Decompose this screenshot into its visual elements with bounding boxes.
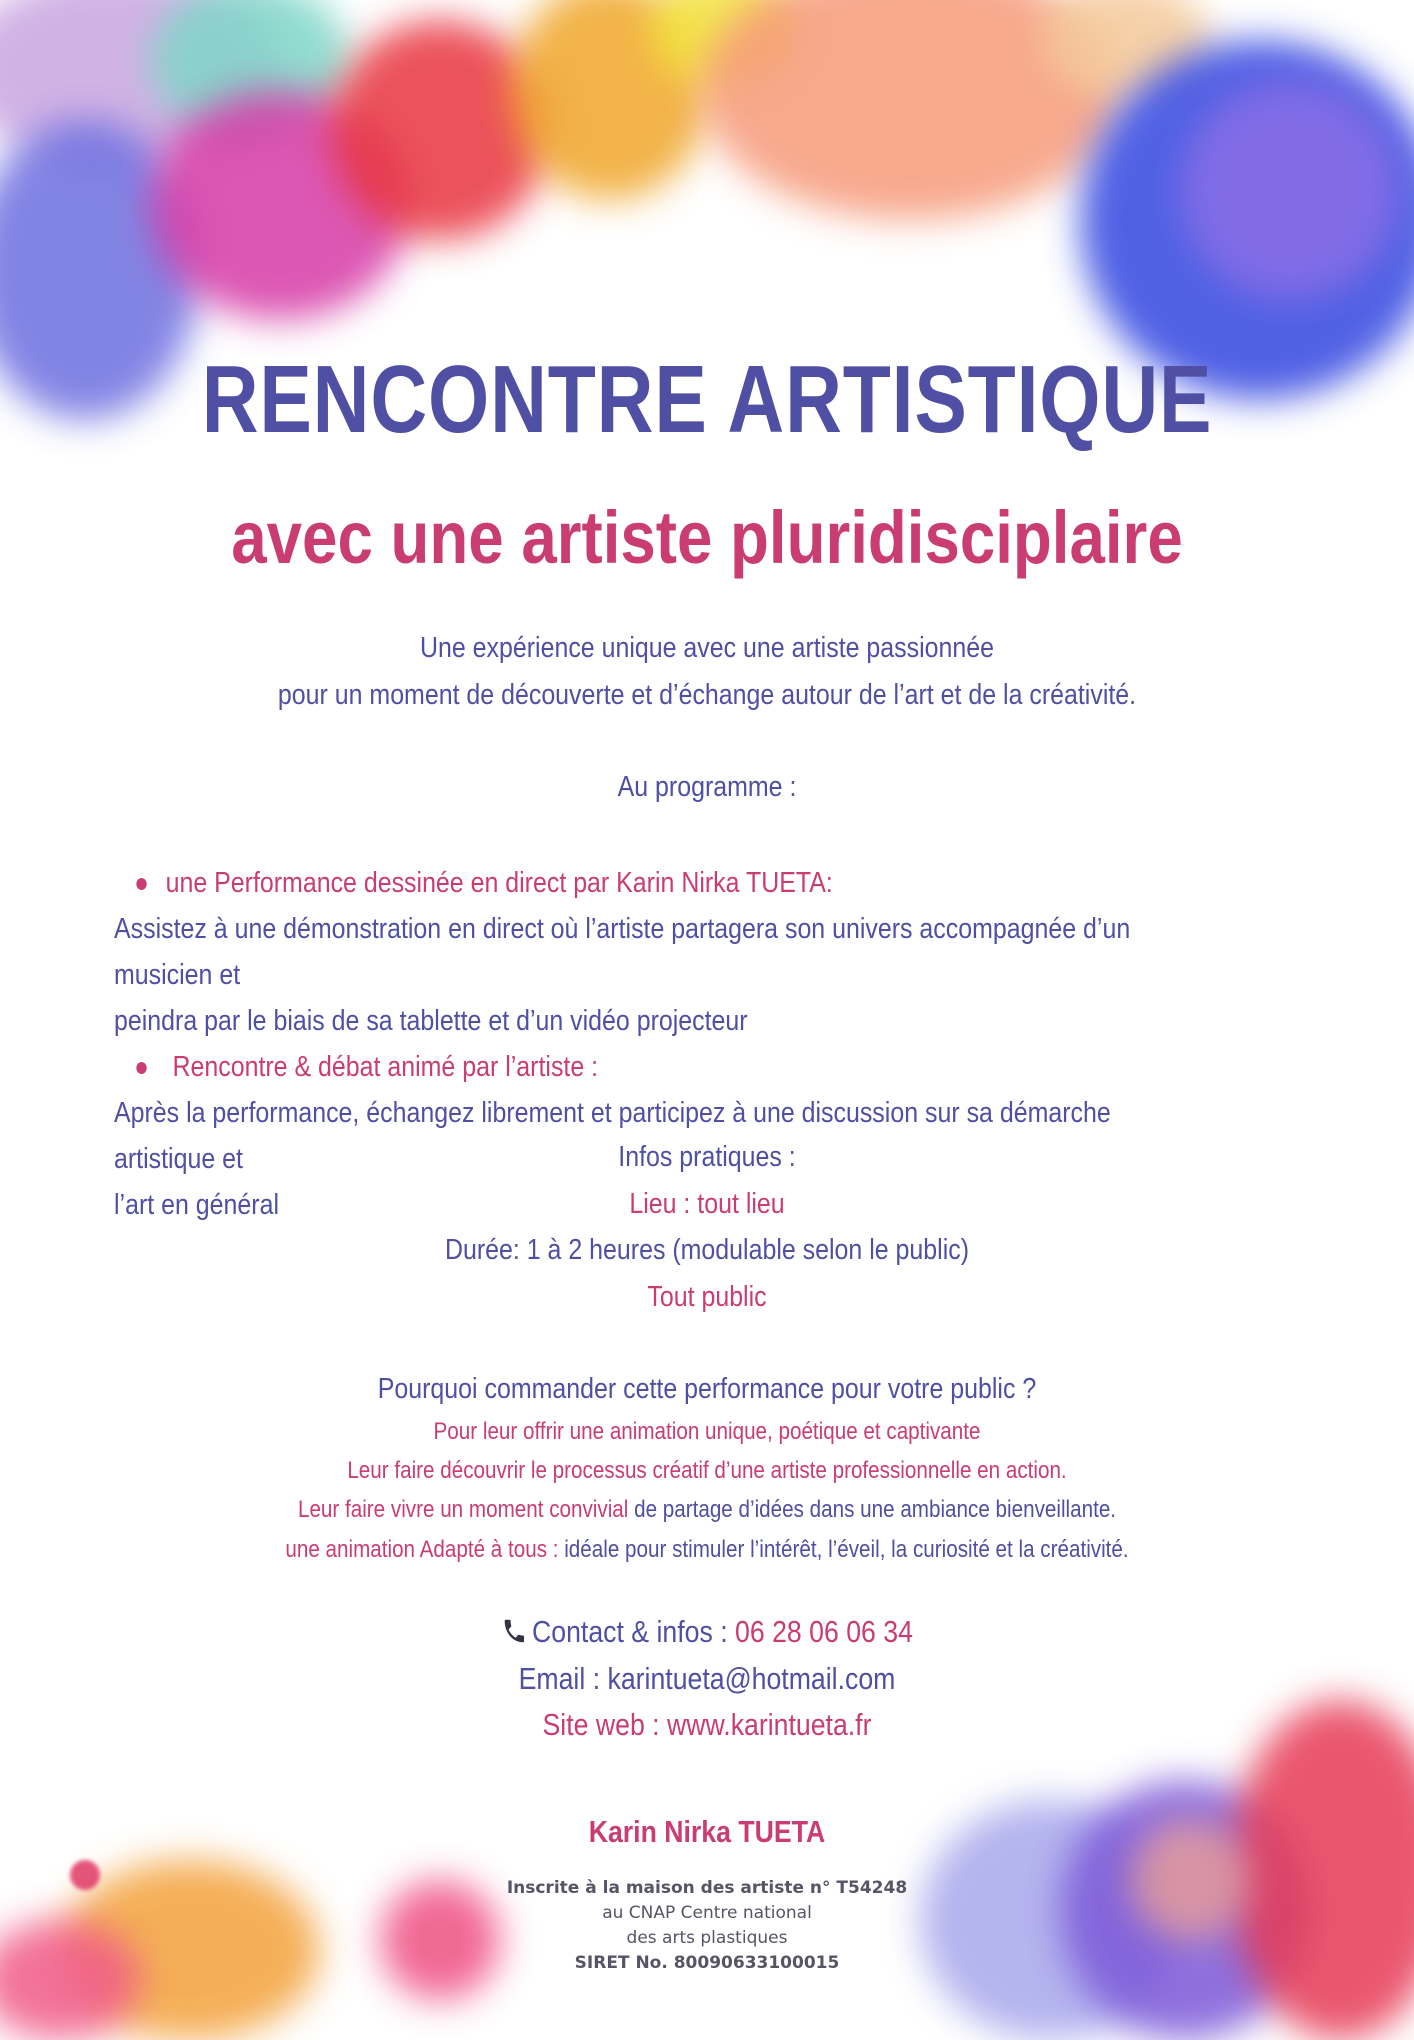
bullet-icon	[136, 878, 146, 890]
why-line: une animation Adapté à tous : idéale pour stimuler l’intérêt, l’éveil, la curiosité et la créativité.	[285, 1536, 1129, 1563]
contact-email[interactable]: Email : karintueta@hotmail.com	[518, 1661, 896, 1696]
why-line: Pour leur offrir une animation unique, poétique et captivante	[433, 1418, 981, 1445]
page-title: RENCONTRE ARTISTIQUE	[201, 346, 1213, 453]
why-line: Leur faire découvrir le processus créatif d’une artiste professionnelle en action.	[347, 1457, 1067, 1484]
page-subtitle: avec une artiste pluridisciplaire	[231, 496, 1183, 579]
website-link[interactable]: www.karintueta.fr	[666, 1707, 872, 1742]
why-heading: Pourquoi commander cette performance pour votre public ?	[377, 1373, 1037, 1405]
registration-line: Inscrite à la maison des artiste n° T54248	[506, 1878, 908, 1898]
intro-line: pour un moment de découverte et d’échange autour de l’art et de la créativité.	[277, 679, 1137, 711]
siret-line: SIRET No. 80090633100015	[574, 1953, 840, 1973]
program-item-title: une Performance dessinée en direct par Karin Nirka TUETA:	[114, 860, 1146, 906]
intro-line: Une expérience unique avec une artiste passionnée	[419, 632, 994, 664]
infos-lieu: Lieu : tout lieu	[629, 1188, 785, 1220]
program-item-text: peindra par le biais de sa tablette et d’un vidéo projecteur	[114, 1005, 748, 1037]
registration-line: au CNAP Centre national	[602, 1903, 812, 1923]
infos-public: Tout public	[647, 1281, 767, 1313]
program-item-text: Après la performance, échangez librement et participez à une discussion sur sa démarche artistique et	[114, 1097, 1111, 1175]
program-item-text: l’art en général	[114, 1189, 279, 1221]
contact-line: Contact & infos : 06 28 06 06 34	[99, 1614, 1315, 1650]
contact-site: Site web : www.karintueta.fr	[542, 1707, 872, 1742]
program-item-title: Rencontre & débat animé par l’artiste :	[114, 1044, 1146, 1090]
artist-name: Karin Nirka TUETA	[588, 1814, 826, 1849]
bullet-icon	[136, 1062, 146, 1074]
infos-heading: Infos pratiques :	[618, 1141, 796, 1173]
phone-icon	[501, 1616, 527, 1646]
why-line: Leur faire vivre un moment convivial de partage d’idées dans une ambiance bienveillante.	[297, 1496, 1117, 1523]
program-heading: Au programme :	[617, 771, 797, 803]
program-item-text: Assistez à une démonstration en direct où l’artiste partagera son univers accompagnée d’un musicien et	[114, 913, 1131, 991]
registration-line: des arts plastiques	[626, 1928, 788, 1948]
phone-number[interactable]: 06 28 06 06 34	[735, 1614, 913, 1649]
infos-duree: Durée: 1 à 2 heures (modulable selon le public)	[444, 1234, 970, 1266]
